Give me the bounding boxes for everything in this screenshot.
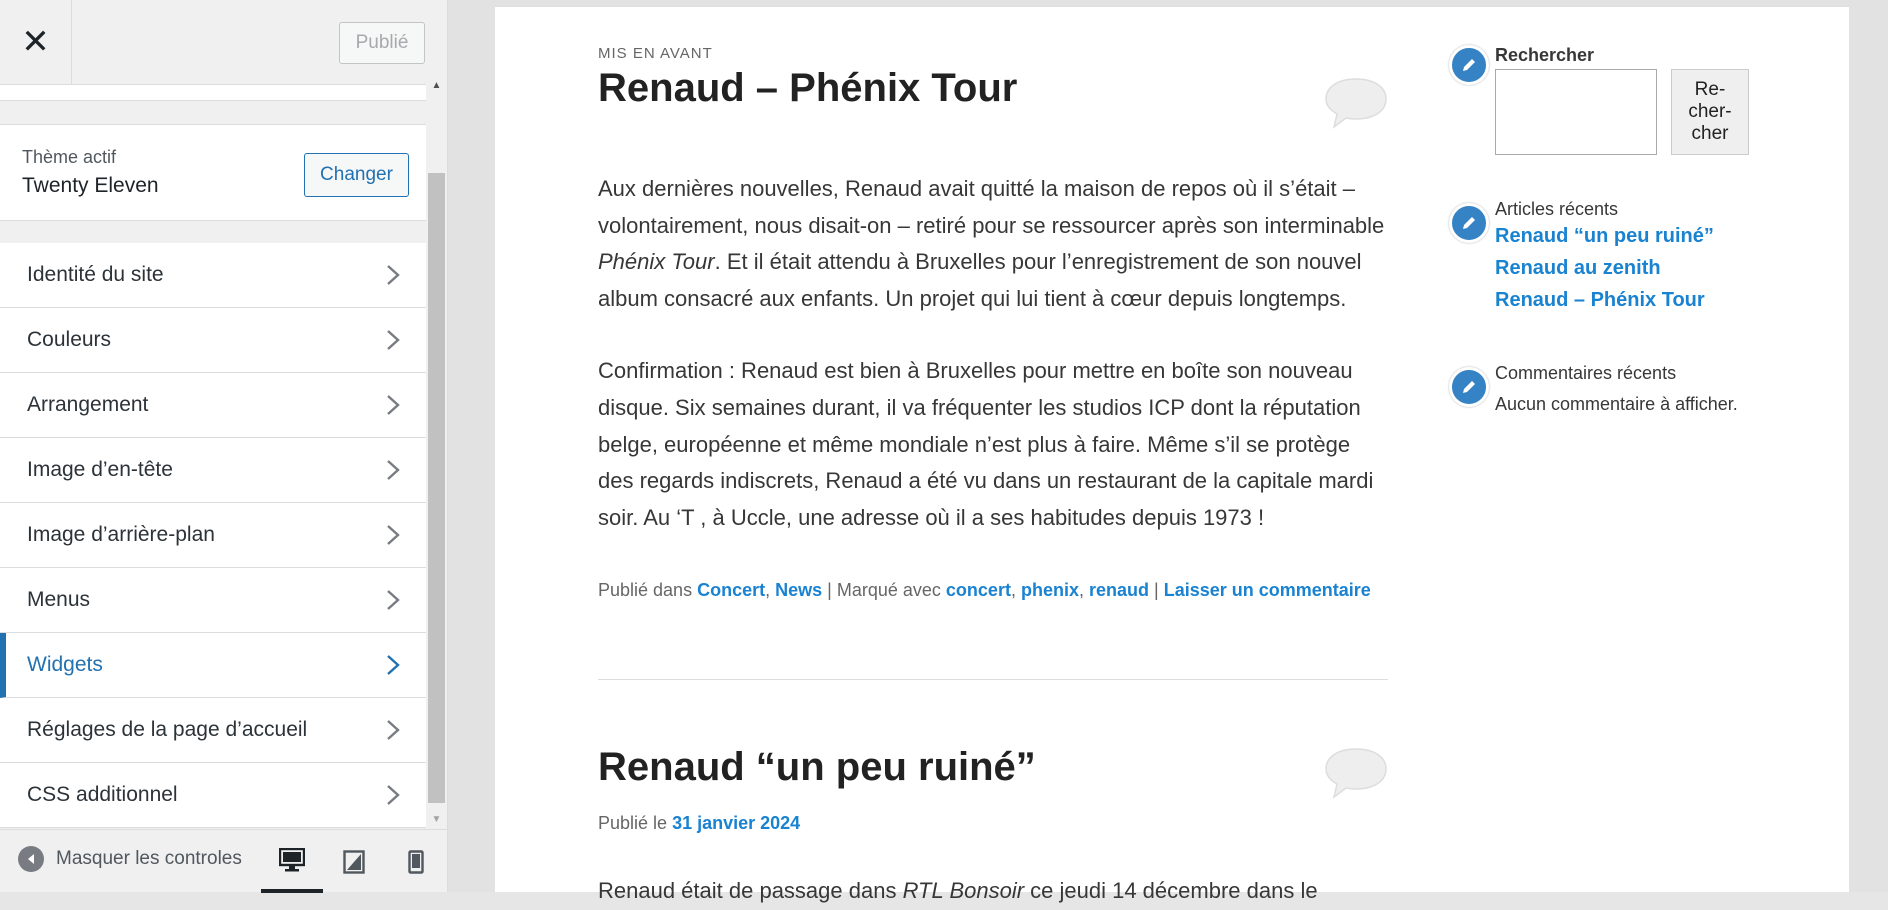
chevron-right-icon: [382, 523, 404, 547]
chevron-right-icon: [382, 393, 404, 417]
featured-label: MIS EN AVANT: [598, 45, 713, 62]
scroll-up-arrow-icon[interactable]: ▲: [431, 79, 442, 91]
recent-post-link[interactable]: Renaud – Phénix Tour: [1495, 289, 1705, 311]
section-list: [0, 243, 426, 828]
comment-bubble-icon[interactable]: [1324, 745, 1388, 799]
collapse-controls-button[interactable]: [18, 846, 242, 872]
section-additional-css[interactable]: [0, 763, 426, 828]
customizer-footer: [0, 829, 447, 892]
section-colors[interactable]: [0, 308, 426, 373]
post-paragraph: Renaud était de passage dans RTL Bonsoir ce jeudi 14 décembre dans le: [598, 878, 1318, 903]
chevron-right-icon: [382, 263, 404, 287]
section-label: Menus: [27, 588, 91, 611]
collapse-arrow-icon: [18, 846, 44, 872]
scroll-thumb[interactable]: [428, 173, 445, 803]
scroll-down-arrow-icon[interactable]: ▼: [431, 813, 442, 825]
widget-title: Rechercher: [1495, 45, 1595, 65]
widget-title: Commentaires récents: [1495, 363, 1677, 383]
chevron-right-icon: [382, 588, 404, 612]
section-label: Image d’en-tête: [27, 458, 173, 481]
widget-search: [1495, 45, 1755, 175]
widget-title: Articles récents: [1495, 199, 1619, 219]
post-divider: [598, 679, 1388, 680]
leave-comment-link[interactable]: Laisser un commentaire: [1163, 580, 1371, 601]
section-site-identity[interactable]: [0, 243, 426, 308]
collapse-label: Masquer les controles: [56, 848, 242, 869]
customizer-header: [0, 0, 447, 85]
section-label: Image d’arrière-plan: [27, 523, 215, 546]
panel-top-strip: [0, 85, 426, 101]
post-title[interactable]: Renaud “un peu ruiné”: [598, 745, 1036, 789]
section-label: Réglages de la page d’accueil: [27, 718, 308, 741]
edit-pencil-icon[interactable]: [1449, 367, 1489, 407]
chevron-right-icon: [382, 718, 404, 742]
section-label: CSS additionnel: [27, 783, 178, 806]
close-icon[interactable]: ✕: [0, 0, 72, 84]
panel-scrollbar[interactable]: [426, 75, 447, 829]
post-meta: Publié dans Concert, News | Marqué avec concert, phenix, renaud | Laisser un commentaire: [598, 580, 1371, 601]
section-label: Widgets: [27, 653, 103, 676]
post-date-link[interactable]: 31 janvier 2024: [672, 813, 801, 833]
category-link[interactable]: Concert: [697, 580, 766, 601]
publish-button[interactable]: Publié: [339, 22, 425, 64]
post-content: [598, 171, 1388, 536]
no-comments-text: Aucun commentaire à afficher.: [1495, 394, 1738, 414]
section-background-image[interactable]: [0, 503, 426, 568]
site-preview: [448, 0, 1888, 903]
widget-recent-comments: [1495, 363, 1795, 415]
tablet-preview-icon[interactable]: [323, 830, 385, 893]
section-header-image[interactable]: [0, 438, 426, 503]
search-button[interactable]: Re- cher- cher: [1671, 69, 1749, 155]
chevron-right-icon: [382, 783, 404, 807]
section-homepage-settings[interactable]: [0, 698, 426, 763]
section-label: Couleurs: [27, 328, 112, 351]
section-label: Arrangement: [27, 393, 149, 416]
section-widgets[interactable]: [0, 633, 426, 698]
article-phenix-tour: [598, 45, 1388, 903]
customizer-sidebar: [0, 0, 448, 892]
comment-bubble-icon[interactable]: [1324, 75, 1388, 129]
preview-page: [495, 6, 1849, 903]
tag-link[interactable]: concert: [945, 580, 1011, 601]
section-menus[interactable]: [0, 568, 426, 633]
edit-pencil-icon[interactable]: [1449, 45, 1489, 85]
post-title[interactable]: Renaud – Phénix Tour: [598, 66, 1018, 110]
section-layout[interactable]: [0, 373, 426, 438]
post-paragraph: Aux dernières nouvelles, Renaud avait quitté la maison de repos où il s’était – volontairement, nous disait-on – retiré pour se ressourcer après son interminable Phénix Tour. Et il était attendu à Bruxelles pour l’enregistrement de son nouvel album consacré aux enfants. Un projet qui lui tient à cœur depuis longtemps.: [598, 176, 1385, 311]
chevron-right-icon: [382, 328, 404, 352]
post-content: [598, 873, 1388, 910]
active-theme-label: Thème actif: [22, 147, 117, 167]
post-date-meta: Publié le 31 janvier 2024: [598, 813, 801, 833]
tag-link[interactable]: phenix: [1020, 580, 1079, 601]
recent-posts-list: [1495, 220, 1755, 316]
category-link[interactable]: News: [775, 580, 823, 601]
active-theme-box: [0, 124, 426, 221]
mobile-preview-icon[interactable]: [385, 830, 447, 893]
chevron-right-icon: [382, 653, 404, 677]
section-label: Identité du site: [27, 263, 164, 286]
chevron-right-icon: [382, 458, 404, 482]
change-theme-button[interactable]: Changer: [304, 153, 409, 197]
desktop-preview-icon[interactable]: [261, 830, 323, 893]
recent-post-link[interactable]: Renaud “un peu ruiné”: [1495, 225, 1714, 247]
tag-link[interactable]: renaud: [1089, 580, 1150, 601]
edit-pencil-icon[interactable]: [1449, 203, 1489, 243]
widget-recent-posts: [1495, 199, 1755, 316]
post-paragraph: Confirmation : Renaud est bien à Bruxelles pour mettre en boîte son nouveau disque. Six semaines durant, il va fréquenter les studios ICP dont la réputation belge, européenne et même mondiale n’est plus à faire. Même s’il se protège des regards indiscrets, Renaud a été vu dans un restaurant de la capitale mardi soir. Au ‘T , à Uccle, une adresse où il a ses habitudes depuis 1973 !: [598, 358, 1374, 530]
customizer-panel: [0, 85, 426, 829]
search-input[interactable]: [1495, 69, 1657, 155]
active-theme-name: Twenty Eleven: [22, 174, 159, 197]
recent-post-link[interactable]: Renaud au zenith: [1495, 257, 1661, 279]
